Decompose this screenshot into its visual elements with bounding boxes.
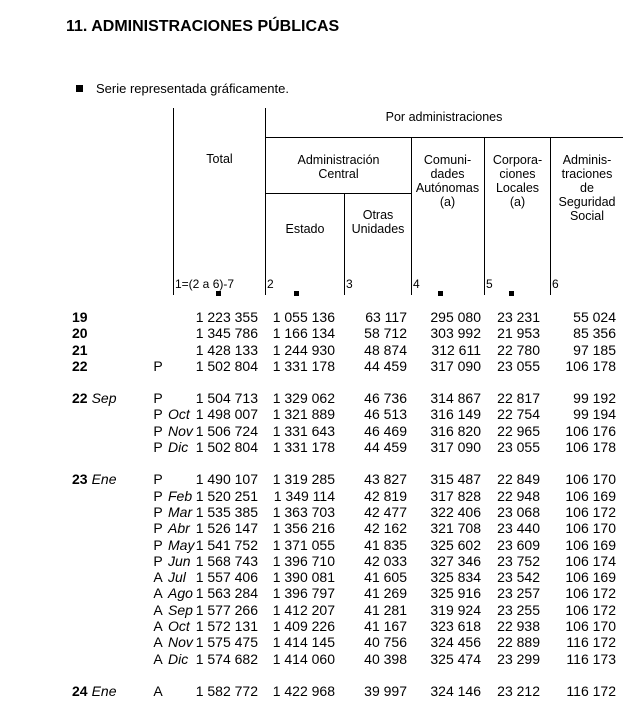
- value-total: 1 520 251: [195, 487, 258, 504]
- header-admin-central: [266, 153, 411, 181]
- value-total: 1 502 804: [195, 357, 258, 374]
- value-estado: 1 396 797: [272, 585, 335, 602]
- status-flag: P: [153, 406, 163, 423]
- value-corporaciones: 23 055: [497, 439, 540, 456]
- month-label: Dic: [168, 439, 189, 456]
- table-row: [0, 520, 623, 536]
- value-estado: 1 412 207: [272, 601, 335, 618]
- status-flag: P: [153, 471, 163, 488]
- month-label: Dic: [168, 650, 189, 667]
- value-total: 1 575 475: [195, 634, 258, 651]
- group-spacer: [0, 455, 623, 471]
- column-number-4: 4: [413, 277, 420, 291]
- status-flag: P: [153, 422, 163, 439]
- value-estado: 1 356 216: [272, 520, 335, 537]
- group-annual: [0, 309, 623, 374]
- value-otras-unidades: 40 398: [364, 650, 407, 667]
- value-comunidades: 312 611: [431, 341, 481, 358]
- table-row: [0, 618, 623, 634]
- table-row: [0, 585, 623, 601]
- period-cell: [72, 390, 128, 406]
- table-row: [0, 504, 623, 520]
- value-seguridad-social: 106 169: [565, 487, 616, 504]
- value-estado: 1 349 114: [273, 487, 335, 504]
- table-row: [0, 406, 623, 422]
- year-label: 22: [72, 357, 88, 374]
- value-comunidades: 323 618: [430, 618, 481, 635]
- status-flag: A: [153, 634, 163, 651]
- value-otras-unidades: 41 281: [364, 601, 407, 618]
- period-cell: [72, 342, 128, 358]
- month-label: Jun: [168, 552, 191, 569]
- column-number-5: 5: [486, 277, 493, 291]
- value-otras-unidades: 46 513: [364, 406, 407, 423]
- value-total: 1 557 406: [195, 569, 258, 586]
- header-line: Central: [318, 167, 359, 181]
- value-corporaciones: 22 948: [497, 487, 540, 504]
- table-row: [0, 651, 623, 667]
- header-por-administraciones: Por administraciones: [385, 110, 503, 124]
- value-corporaciones: 23 609: [497, 536, 540, 553]
- value-total: 1 506 724: [195, 422, 258, 439]
- month-label: May: [168, 536, 195, 553]
- group-2023-months: [0, 471, 623, 667]
- value-estado: 1 331 178: [272, 439, 335, 456]
- value-otras-unidades: 42 477: [364, 503, 407, 520]
- value-total: 1 535 385: [195, 503, 258, 520]
- column-number-3: 3: [346, 277, 353, 291]
- graph-marker-icon: [294, 291, 299, 296]
- month-label: Nov: [168, 422, 193, 439]
- header-total: Total: [206, 152, 233, 166]
- status-flag: A: [153, 601, 163, 618]
- value-seguridad-social: 106 172: [565, 503, 616, 520]
- value-otras-unidades: 39 997: [364, 682, 407, 699]
- table-row: [0, 471, 623, 487]
- rule-por-admin: [265, 137, 623, 138]
- group-spacer: [0, 374, 623, 390]
- value-otras-unidades: 42 162: [364, 520, 407, 537]
- header-line: Otras: [362, 208, 394, 222]
- month-label: Sep: [91, 390, 117, 407]
- value-otras-unidades: 43 827: [364, 471, 407, 488]
- value-estado: 1 396 710: [272, 552, 335, 569]
- value-corporaciones: 23 231: [497, 309, 540, 325]
- table-row: [0, 309, 623, 325]
- value-seguridad-social: 106 178: [565, 357, 616, 374]
- value-seguridad-social: 85 356: [573, 325, 616, 342]
- value-comunidades: 319 924: [430, 601, 481, 618]
- year-label: 20: [72, 325, 88, 342]
- value-corporaciones: 22 780: [497, 341, 540, 358]
- value-comunidades: 316 820: [430, 422, 481, 439]
- value-seguridad-social: 106 169: [565, 536, 616, 553]
- value-comunidades: 325 602: [430, 536, 481, 553]
- value-estado: 1 319 285: [272, 471, 335, 488]
- status-flag: A: [153, 618, 163, 635]
- value-total: 1 345 786: [195, 325, 258, 342]
- status-flag: A: [153, 650, 163, 667]
- value-seguridad-social: 106 170: [565, 520, 616, 537]
- table-row: [0, 634, 623, 650]
- status-flag: P: [153, 536, 163, 553]
- period-cell: [72, 325, 128, 341]
- table-row: [0, 537, 623, 553]
- value-estado: 1 409 226: [272, 618, 335, 635]
- status-flag: P: [153, 487, 163, 504]
- value-otras-unidades: 46 469: [364, 422, 407, 439]
- status-flag: A: [153, 569, 163, 586]
- value-seguridad-social: 106 172: [565, 585, 616, 602]
- value-estado: 1 390 081: [272, 569, 335, 586]
- value-comunidades: 317 828: [430, 487, 481, 504]
- period-cell: [72, 309, 128, 325]
- value-comunidades: 327 346: [430, 552, 481, 569]
- value-seguridad-social: 99 194: [573, 406, 616, 423]
- value-total: 1 502 804: [195, 439, 258, 456]
- value-estado: 1 422 968: [272, 682, 335, 699]
- status-flag: A: [153, 682, 163, 699]
- status-flag: P: [153, 520, 163, 537]
- group-2024-months: [0, 683, 623, 699]
- table-row: [0, 683, 623, 699]
- year-label: 22: [72, 390, 88, 407]
- header-line: (a): [509, 195, 526, 209]
- status-flag: P: [153, 390, 163, 407]
- value-comunidades: 325 474: [430, 650, 481, 667]
- value-corporaciones: 23 212: [497, 682, 540, 699]
- value-estado: 1 331 178: [272, 357, 335, 374]
- header-line: dades: [430, 167, 465, 181]
- value-otras-unidades: 46 736: [364, 390, 407, 407]
- value-total: 1 498 007: [195, 406, 258, 423]
- value-estado: 1 363 703: [272, 503, 335, 520]
- month-label: Jul: [168, 569, 186, 586]
- rule-total-left: [173, 108, 174, 295]
- value-corporaciones: 23 752: [497, 552, 540, 569]
- value-total: 1 568 743: [195, 552, 258, 569]
- header-line: Comuni-: [423, 153, 472, 167]
- header-seguridad-social: [551, 153, 623, 223]
- month-label: Nov: [168, 634, 193, 651]
- value-comunidades: 303 992: [430, 325, 481, 342]
- value-comunidades: 295 080: [430, 309, 481, 325]
- value-corporaciones: 23 299: [497, 650, 540, 667]
- header-line: ciones: [499, 167, 536, 181]
- value-total: 1 526 147: [195, 520, 258, 537]
- status-flag: P: [153, 503, 163, 520]
- header-estado: Estado: [285, 222, 325, 236]
- page-title: 11. ADMINISTRACIONES PÚBLICAS: [66, 18, 340, 35]
- value-comunidades: 316 149: [430, 406, 481, 423]
- value-comunidades: 321 708: [430, 520, 481, 537]
- value-corporaciones: 22 849: [497, 471, 540, 488]
- value-otras-unidades: 41 269: [364, 585, 407, 602]
- month-label: Feb: [168, 487, 193, 504]
- value-comunidades: 314 867: [430, 390, 481, 407]
- graph-marker-icon: [216, 291, 221, 296]
- graph-marker-icon: [438, 291, 443, 296]
- status-flag: P: [153, 439, 163, 456]
- value-total: 1 504 713: [195, 390, 258, 407]
- table-row: [0, 342, 623, 358]
- year-label: 21: [72, 341, 88, 358]
- value-seguridad-social: 116 172: [566, 682, 616, 699]
- rule-central-sub: [265, 193, 411, 194]
- header-line: Social: [569, 209, 605, 223]
- table-row: [0, 423, 623, 439]
- value-estado: 1 414 060: [272, 650, 335, 667]
- month-label: Sep: [168, 601, 193, 618]
- value-corporaciones: 22 754: [497, 406, 540, 423]
- year-label: 23: [72, 471, 88, 488]
- header-comunidades: [410, 153, 485, 209]
- value-comunidades: 325 916: [430, 585, 481, 602]
- value-otras-unidades: 63 117: [365, 309, 407, 325]
- value-estado: 1 414 145: [272, 634, 335, 651]
- value-otras-unidades: 42 819: [364, 487, 407, 504]
- value-seguridad-social: 55 024: [573, 309, 616, 325]
- value-seguridad-social: 106 178: [565, 439, 616, 456]
- value-total: 1 490 107: [195, 471, 258, 488]
- period-cell: [72, 358, 128, 374]
- table-row: [0, 325, 623, 341]
- value-total: 1 574 682: [195, 650, 258, 667]
- value-otras-unidades: 41 605: [364, 569, 407, 586]
- header-line: Unidades: [351, 222, 405, 236]
- value-estado: 1 331 643: [272, 422, 335, 439]
- table-row: [0, 602, 623, 618]
- value-corporaciones: 23 255: [497, 601, 540, 618]
- value-seguridad-social: 116 172: [566, 634, 616, 651]
- value-comunidades: 325 834: [430, 569, 481, 586]
- graph-note: Serie representada gráficamente.: [96, 81, 289, 96]
- value-total: 1 223 355: [195, 309, 258, 325]
- column-number-2: 2: [267, 277, 274, 291]
- value-total: 1 572 131: [195, 618, 258, 635]
- value-otras-unidades: 42 033: [364, 552, 407, 569]
- value-corporaciones: 23 257: [497, 585, 540, 602]
- status-flag: P: [153, 552, 163, 569]
- header-otras-unidades: [345, 208, 411, 236]
- month-label: Oct: [168, 618, 190, 635]
- status-flag: A: [153, 585, 163, 602]
- value-otras-unidades: 58 712: [364, 325, 407, 342]
- table-row: [0, 553, 623, 569]
- table-row: [0, 488, 623, 504]
- value-estado: 1 166 134: [272, 325, 335, 342]
- value-corporaciones: 21 953: [497, 325, 540, 342]
- value-comunidades: 324 456: [430, 634, 481, 651]
- value-otras-unidades: 41 835: [364, 536, 407, 553]
- value-estado: 1 055 136: [272, 309, 335, 325]
- month-label: Ene: [91, 682, 117, 699]
- value-comunidades: 315 487: [430, 471, 481, 488]
- group-spacer: [0, 667, 623, 683]
- value-otras-unidades: 44 459: [364, 439, 407, 456]
- header-line: Corpora-: [492, 153, 543, 167]
- month-label: Abr: [168, 520, 190, 537]
- value-corporaciones: 22 938: [497, 618, 540, 635]
- header-line: (a): [439, 195, 456, 209]
- table-row: [0, 358, 623, 374]
- status-flag: P: [153, 357, 163, 374]
- value-seguridad-social: 106 169: [565, 569, 616, 586]
- period-cell: [72, 683, 128, 699]
- value-otras-unidades: 41 167: [364, 618, 407, 635]
- value-corporaciones: 23 440: [497, 520, 540, 537]
- year-label: 24: [72, 682, 88, 699]
- bullet-square-icon: [76, 85, 83, 92]
- value-estado: 1 329 062: [272, 390, 335, 407]
- value-seguridad-social: 106 176: [565, 422, 616, 439]
- value-corporaciones: 23 055: [497, 357, 540, 374]
- graph-marker-icon: [509, 291, 514, 296]
- month-label: Ene: [91, 471, 117, 488]
- value-seguridad-social: 97 185: [573, 341, 616, 358]
- table-row: [0, 439, 623, 455]
- value-comunidades: 317 090: [430, 357, 481, 374]
- value-total: 1 541 752: [195, 536, 258, 553]
- table-row: [0, 569, 623, 585]
- column-number-6: 6: [552, 277, 559, 291]
- value-comunidades: 322 406: [430, 503, 481, 520]
- group-2022-months: [0, 390, 623, 455]
- value-total: 1 563 284: [195, 585, 258, 602]
- value-seguridad-social: 116 173: [566, 650, 616, 667]
- header-line: Autónomas: [415, 181, 480, 195]
- header-corporaciones: [485, 153, 550, 209]
- column-number-1: 1=(2 a 6)-7: [175, 277, 235, 291]
- value-total: 1 582 772: [195, 682, 258, 699]
- value-estado: 1 371 055: [272, 536, 335, 553]
- value-seguridad-social: 106 170: [565, 471, 616, 488]
- data-table-body: [0, 309, 623, 699]
- value-estado: 1 244 930: [272, 341, 335, 358]
- year-label: 19: [72, 309, 88, 325]
- month-label: Oct: [168, 406, 190, 423]
- value-otras-unidades: 48 874: [364, 341, 407, 358]
- month-label: Mar: [168, 503, 193, 520]
- value-otras-unidades: 40 756: [364, 634, 407, 651]
- header-line: Administración: [297, 153, 380, 167]
- period-cell: [72, 471, 128, 487]
- value-total: 1 577 266: [195, 601, 258, 618]
- value-total: 1 428 133: [195, 341, 258, 358]
- value-estado: 1 321 889: [272, 406, 335, 423]
- value-seguridad-social: 106 174: [565, 552, 616, 569]
- value-comunidades: 317 090: [430, 439, 481, 456]
- month-label: Ago: [168, 585, 193, 602]
- value-comunidades: 324 146: [430, 682, 481, 699]
- value-seguridad-social: 106 170: [565, 618, 616, 635]
- value-corporaciones: 23 068: [497, 503, 540, 520]
- header-line: de: [580, 181, 594, 195]
- value-corporaciones: 23 542: [497, 569, 540, 586]
- value-corporaciones: 22 965: [497, 422, 540, 439]
- value-seguridad-social: 106 172: [565, 601, 616, 618]
- value-corporaciones: 22 889: [497, 634, 540, 651]
- header-line: Adminis-: [562, 153, 612, 167]
- value-otras-unidades: 44 459: [364, 357, 407, 374]
- header-line: traciones: [561, 167, 613, 181]
- value-corporaciones: 22 817: [497, 390, 540, 407]
- table-row: [0, 390, 623, 406]
- header-line: Locales: [495, 181, 540, 195]
- value-seguridad-social: 99 192: [573, 390, 616, 407]
- header-line: Seguridad: [558, 195, 616, 209]
